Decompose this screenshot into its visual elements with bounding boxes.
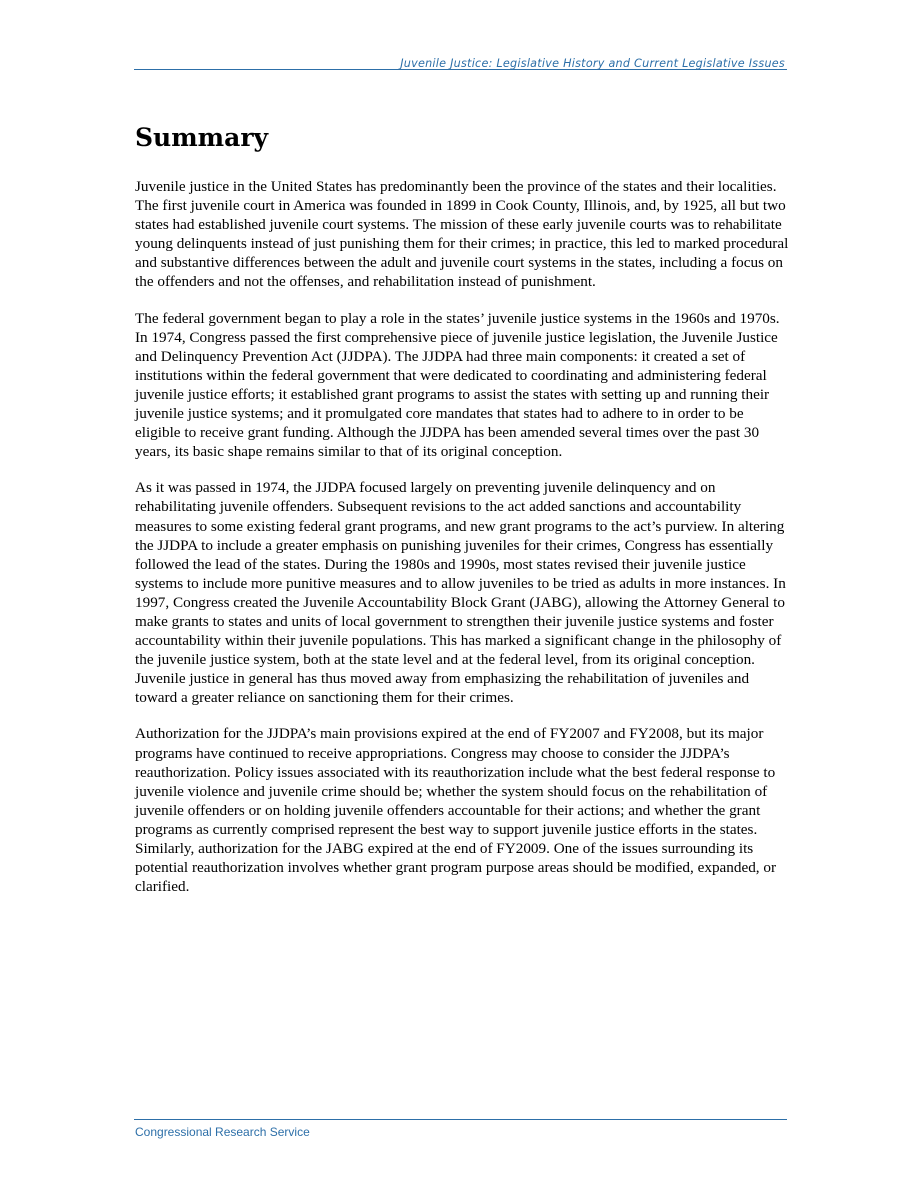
- running-header: [134, 52, 787, 70]
- summary-body: [135, 177, 790, 913]
- paragraph-4: Authorization for the JJDPA’s main provisions expired at the end of FY2007 and FY2008, but its major programs have continued to receive appropriations. Congress may choose to consider the JJDPA’s reauthorization. Policy issues associated with its reauthorization include what the best federal response to juvenile violence and juvenile crime should be; whether the system should focus on the rehabilitation of juvenile offenders or on holding juvenile offenders accountable for their actions; and whether the grant programs as currently comprised represent the best way to support juvenile justice efforts in the states. Similarly, authorization for the JABG expired at the end of FY2009. One of the issues surrounding its potential reauthorization involves whether grant program purpose areas should be modified, expanded, or clarified.: [135, 725, 777, 896]
- footer-organization: Congressional Research Service: [135, 1125, 310, 1139]
- paragraph-3: As it was passed in 1974, the JJDPA focused largely on preventing juvenile delinquency and on rehabilitating juvenile offenders. Subsequent revisions to the act added sanctions and accountability measures to some existing federal grant programs, and new grant programs to the act’s purview. In altering the JJDPA to include a greater emphasis on punishing juveniles for their crimes, Congress has essentially followed the lead of the states. During the 1980s and 1990s, most states revised their juvenile justice systems to include more punitive measures and to allow juveniles to be tried as adults in more instances. In 1997, Congress created the Juvenile Accountability Block Grant (JABG), allowing the Attorney General to make grants to states and units of local government to strengthen their juvenile justice systems and foster accountability within their juvenile populations. This has marked a significant change in the philosophy of the juvenile justice system, both at the state level and at the federal level, from its original conception. Juvenile justice in general has thus moved away from emphasizing the rehabilitation of juveniles and toward a greater reliance on sanctioning them for their crimes.: [135, 479, 786, 707]
- running-header-title: Juvenile Justice: Legislative History and Current Legislative Issues: [400, 57, 785, 70]
- paragraph-1: Juvenile justice in the United States has predominantly been the province of the states and their localities. The first juvenile court in America was founded in 1899 in Cook County, Illinois, and, by 1925, all but two states had established juvenile court systems. The mission of these early juvenile courts was to rehabilitate young delinquents instead of just punishing them for their crimes; in practice, this led to marked procedural and substantive differences between the adult and juvenile court systems in the states, including a focus on the offenders and not the offenses, and rehabilitation instead of punishment.: [135, 178, 789, 291]
- paragraph-2: The federal government began to play a role in the states’ juvenile justice systems in the 1960s and 1970s. In 1974, Congress passed the first comprehensive piece of juvenile justice legislation, the Juvenile Justice and Delinquency Prevention Act (JJDPA). The JJDPA had three main components: it created a set of institutions within the federal government that were dedicated to coordinating and administering federal juvenile justice efforts; it established grant programs to assist the states with setting up and running their juvenile justice systems; and it promulgated core mandates that states had to adhere to in order to be eligible to receive grant funding. Although the JJDPA has been amended several times over the past 30 years, its basic shape remains similar to that of its original conception.: [135, 309, 780, 461]
- section-title: Summary: [135, 123, 269, 152]
- page-footer: [134, 1119, 787, 1141]
